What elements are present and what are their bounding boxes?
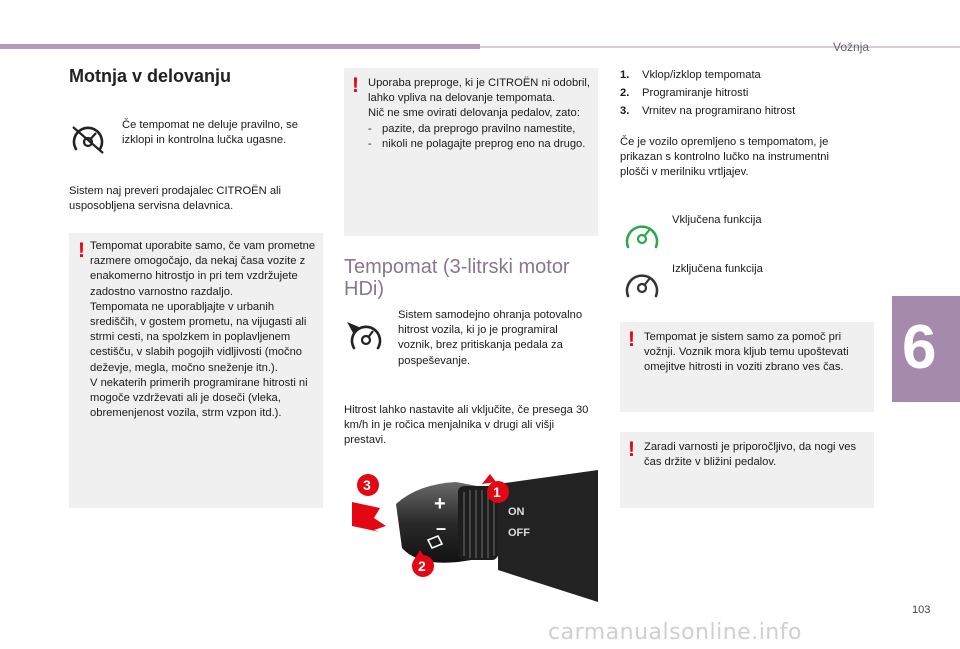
on-label: Vključena funkcija	[672, 214, 762, 226]
header-bar-thin	[480, 46, 960, 48]
warning-line: Tempomat uporabite samo, če vam prometne razmere omogočajo, da nekaj časa vozite z enakomerno hitrostjo in pri tem vzdržujete zadostno varnostno razdaljo.	[90, 240, 316, 298]
stalk-on-label: ON	[508, 506, 525, 518]
speed-paragraph: Hitrost lahko nastavite ali vključite, če presega 30 km/h in je ročica menjalnika v drugi ali višji prestavi.	[344, 404, 589, 447]
chapter-tab	[892, 296, 960, 402]
cruise-stalk-illustration	[348, 470, 598, 602]
section-title: Vožnja	[833, 40, 870, 54]
list-item: - nikoli ne polagajte preprog eno na drugo.	[368, 137, 596, 152]
callout-3: 3	[363, 477, 371, 493]
cruise-control-fault-icon	[70, 122, 106, 158]
indicator-paragraph: Če je vozilo opremljeno s tempomatom, je prikazan s kontrolno lučko na instrumentni plošči v merilniku vrtljajev.	[620, 136, 829, 179]
warning-text: Zaradi varnosti je priporočljivo, da nogi ves čas držite v bližini pedalov.	[644, 441, 857, 469]
stalk-plus: +	[434, 493, 446, 515]
warning-text	[90, 239, 316, 421]
off-label: Izključena funkcija	[672, 263, 763, 275]
dealer-paragraph: Sistem naj preveri prodajalec CITROËN ali usposobljena servisna delavnica.	[69, 185, 282, 213]
warning-icon: !	[628, 328, 635, 351]
warning-line: V nekaterih primerih programirane hitrosti ni mogoče vzdrževati ali je doseči (vleka, obremenjenost vozila, strm vzpon itd.).	[90, 376, 308, 420]
controls-list	[620, 68, 870, 120]
header-bar	[0, 44, 480, 49]
list-item: 3. Vrnitev na programirano hitrost	[620, 105, 796, 118]
warning-line: Nič ne sme ovirati delovanja pedalov, zato:	[368, 107, 580, 120]
page-number: 103	[912, 604, 931, 616]
cruise-control-icon	[346, 318, 386, 354]
list-item: 2. Programiranje hitrosti	[620, 87, 749, 100]
warning-box-assist	[620, 322, 874, 412]
warning-text	[368, 76, 596, 152]
fault-icon-text: Če tempomat ne deluje pravilno, se izklopi in kontrolna lučka ugasne.	[122, 119, 298, 147]
warning-text: Tempomat je sistem samo za pomoč pri vožnji. Voznik mora kljub temu upoštevati omejitve hitrosti in voziti zbrano ves čas.	[644, 331, 849, 374]
callout-1: 1	[493, 484, 501, 500]
warning-icon: !	[352, 74, 359, 97]
watermark: carmanualsonline.info	[548, 620, 802, 645]
list-item: 1. Vklop/izklop tempomata	[620, 69, 761, 81]
cruise-on-icon	[622, 219, 662, 253]
arrow-3	[352, 502, 386, 532]
section-heading: Tempomat (3-litrski motor HDi)	[344, 256, 570, 300]
warning-icon: !	[78, 239, 85, 262]
warning-icon: !	[628, 438, 635, 461]
warning-box-left	[69, 233, 323, 508]
list-item: - pazite, da preprogo pravilno namestite,	[368, 122, 596, 137]
page-title: Motnja v delovanju	[69, 66, 232, 86]
cruise-icon-text: Sistem samodejno ohranja potovalno hitrost vozila, ki jo je programiral voznik, brez pritiskanja pedala za pospeševanje.	[398, 309, 583, 367]
cruise-off-icon	[622, 268, 662, 302]
chapter-number: 6	[902, 313, 937, 382]
stalk-off-label: OFF	[508, 527, 530, 539]
warning-box-pedals	[620, 432, 874, 508]
callout-2: 2	[418, 558, 426, 574]
warning-intro: Uporaba preproge, ki je CITROËN ni odobril, lahko vpliva na delovanje tempomata.	[368, 77, 590, 105]
warning-line: Tempomata ne uporabljajte v urbanih središčih, v gostem prometu, na vijugasti ali strmi cesti, na spolzkem in poplavljenem cestišču, v slabih pogojih vidljivosti (močno deževje, megla, močno sneženje itn.).	[90, 300, 307, 374]
warning-box-carpet	[344, 68, 598, 236]
stalk-minus: –	[436, 518, 447, 538]
